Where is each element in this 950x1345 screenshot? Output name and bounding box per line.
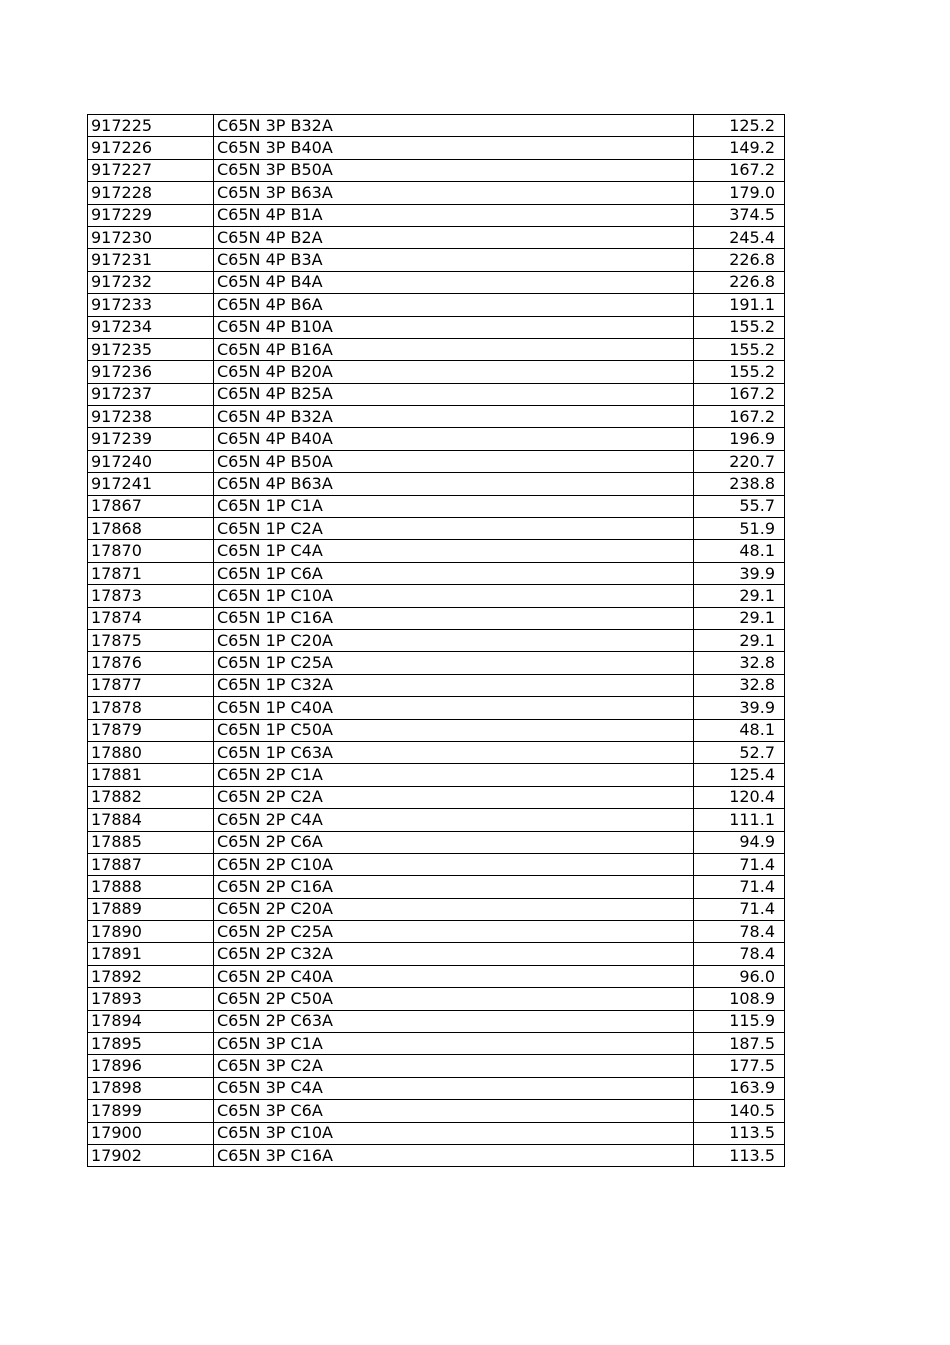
product-name-cell: C65N 1P C16A [214,607,694,629]
product-name-cell: C65N 4P B4A [214,271,694,293]
product-price-cell: 94.9 [694,831,785,853]
product-name-cell: C65N 4P B2A [214,226,694,248]
product-price-cell: 120.4 [694,786,785,808]
product-price-cell: 78.4 [694,943,785,965]
table-row [88,204,785,226]
price-table [87,114,785,1167]
product-code-cell: 17891 [88,943,214,965]
product-name-cell: C65N 2P C25A [214,921,694,943]
product-name-cell: C65N 1P C4A [214,540,694,562]
product-price-cell: 155.2 [694,361,785,383]
table-row [88,159,785,181]
product-code-cell: 917238 [88,406,214,428]
product-name-cell: C65N 3P C10A [214,1122,694,1144]
product-price-cell: 32.8 [694,674,785,696]
product-name-cell: C65N 2P C2A [214,786,694,808]
table-row [88,316,785,338]
table-row [88,629,785,651]
product-code-cell: 917234 [88,316,214,338]
product-price-cell: 187.5 [694,1033,785,1055]
product-name-cell: C65N 3P C6A [214,1100,694,1122]
product-code-cell: 17890 [88,921,214,943]
table-row [88,719,785,741]
table-row [88,226,785,248]
product-price-cell: 179.0 [694,182,785,204]
product-code-cell: 17878 [88,697,214,719]
product-price-cell: 113.5 [694,1144,785,1166]
product-code-cell: 17899 [88,1100,214,1122]
product-price-cell: 140.5 [694,1100,785,1122]
product-code-cell: 917236 [88,361,214,383]
product-price-cell: 71.4 [694,898,785,920]
product-name-cell: C65N 4P B16A [214,338,694,360]
product-price-cell: 177.5 [694,1055,785,1077]
product-name-cell: C65N 3P C2A [214,1055,694,1077]
product-name-cell: C65N 1P C50A [214,719,694,741]
product-price-cell: 78.4 [694,921,785,943]
table-row [88,562,785,584]
table-row [88,249,785,271]
table-row [88,1055,785,1077]
product-code-cell: 917226 [88,137,214,159]
product-code-cell: 917227 [88,159,214,181]
product-name-cell: C65N 2P C10A [214,853,694,875]
product-code-cell: 17884 [88,809,214,831]
table-row [88,406,785,428]
product-price-cell: 163.9 [694,1077,785,1099]
product-code-cell: 917231 [88,249,214,271]
product-price-cell: 155.2 [694,316,785,338]
price-table-body [88,115,785,1167]
table-row [88,271,785,293]
product-price-cell: 71.4 [694,853,785,875]
product-code-cell: 17868 [88,518,214,540]
table-row [88,428,785,450]
table-row [88,473,785,495]
table-row [88,495,785,517]
product-price-cell: 48.1 [694,719,785,741]
product-code-cell: 17888 [88,876,214,898]
product-code-cell: 17879 [88,719,214,741]
product-code-cell: 17867 [88,495,214,517]
table-row [88,115,785,137]
table-row [88,383,785,405]
product-price-cell: 108.9 [694,988,785,1010]
product-price-cell: 111.1 [694,809,785,831]
product-price-cell: 32.8 [694,652,785,674]
product-name-cell: C65N 2P C50A [214,988,694,1010]
table-row [88,540,785,562]
table-row [88,585,785,607]
product-name-cell: C65N 2P C4A [214,809,694,831]
product-code-cell: 17898 [88,1077,214,1099]
table-row [88,809,785,831]
table-row [88,898,785,920]
product-name-cell: C65N 4P B25A [214,383,694,405]
table-row [88,450,785,472]
product-price-cell: 167.2 [694,383,785,405]
product-code-cell: 17887 [88,853,214,875]
product-code-cell: 17877 [88,674,214,696]
product-code-cell: 17902 [88,1144,214,1166]
product-name-cell: C65N 2P C20A [214,898,694,920]
product-name-cell: C65N 1P C40A [214,697,694,719]
product-name-cell: C65N 4P B3A [214,249,694,271]
product-name-cell: C65N 4P B32A [214,406,694,428]
product-name-cell: C65N 3P B40A [214,137,694,159]
product-code-cell: 917229 [88,204,214,226]
product-price-cell: 113.5 [694,1122,785,1144]
product-name-cell: C65N 1P C63A [214,741,694,763]
product-price-cell: 149.2 [694,137,785,159]
table-row [88,965,785,987]
product-code-cell: 17895 [88,1033,214,1055]
product-code-cell: 917225 [88,115,214,137]
product-name-cell: C65N 1P C1A [214,495,694,517]
product-price-cell: 125.2 [694,115,785,137]
table-row [88,786,785,808]
product-price-cell: 167.2 [694,159,785,181]
product-name-cell: C65N 3P B50A [214,159,694,181]
product-code-cell: 917230 [88,226,214,248]
product-price-cell: 71.4 [694,876,785,898]
table-row [88,1010,785,1032]
product-price-cell: 39.9 [694,562,785,584]
table-row [88,1122,785,1144]
product-name-cell: C65N 1P C10A [214,585,694,607]
product-price-cell: 125.4 [694,764,785,786]
product-name-cell: C65N 1P C2A [214,518,694,540]
table-row [88,338,785,360]
product-name-cell: C65N 1P C32A [214,674,694,696]
product-code-cell: 17892 [88,965,214,987]
product-name-cell: C65N 1P C25A [214,652,694,674]
table-row [88,876,785,898]
product-price-cell: 115.9 [694,1010,785,1032]
product-price-cell: 55.7 [694,495,785,517]
product-name-cell: C65N 2P C1A [214,764,694,786]
product-price-cell: 48.1 [694,540,785,562]
product-code-cell: 917232 [88,271,214,293]
product-name-cell: C65N 3P B32A [214,115,694,137]
product-code-cell: 17889 [88,898,214,920]
product-name-cell: C65N 2P C16A [214,876,694,898]
table-row [88,988,785,1010]
product-name-cell: C65N 4P B50A [214,450,694,472]
product-name-cell: C65N 4P B20A [214,361,694,383]
product-code-cell: 17880 [88,741,214,763]
product-price-cell: 220.7 [694,450,785,472]
product-code-cell: 917233 [88,294,214,316]
product-code-cell: 17894 [88,1010,214,1032]
table-row [88,1033,785,1055]
product-price-cell: 29.1 [694,629,785,651]
product-price-cell: 226.8 [694,271,785,293]
product-code-cell: 17900 [88,1122,214,1144]
product-code-cell: 917239 [88,428,214,450]
product-code-cell: 17885 [88,831,214,853]
table-row [88,1100,785,1122]
product-price-cell: 374.5 [694,204,785,226]
product-code-cell: 17881 [88,764,214,786]
product-code-cell: 17882 [88,786,214,808]
table-row [88,182,785,204]
table-row [88,943,785,965]
table-row [88,697,785,719]
product-name-cell: C65N 4P B40A [214,428,694,450]
table-row [88,652,785,674]
product-code-cell: 17876 [88,652,214,674]
product-code-cell: 917240 [88,450,214,472]
product-name-cell: C65N 2P C6A [214,831,694,853]
table-row [88,674,785,696]
table-row [88,853,785,875]
product-price-cell: 39.9 [694,697,785,719]
product-code-cell: 17871 [88,562,214,584]
product-name-cell: C65N 3P C4A [214,1077,694,1099]
product-price-cell: 155.2 [694,338,785,360]
product-name-cell: C65N 4P B10A [214,316,694,338]
product-price-cell: 51.9 [694,518,785,540]
product-price-cell: 238.8 [694,473,785,495]
product-name-cell: C65N 1P C6A [214,562,694,584]
table-row [88,741,785,763]
product-name-cell: C65N 3P C16A [214,1144,694,1166]
product-price-cell: 167.2 [694,406,785,428]
product-code-cell: 917228 [88,182,214,204]
table-row [88,1077,785,1099]
table-row [88,137,785,159]
table-row [88,518,785,540]
product-code-cell: 917235 [88,338,214,360]
product-price-cell: 29.1 [694,607,785,629]
product-name-cell: C65N 2P C32A [214,943,694,965]
product-price-cell: 191.1 [694,294,785,316]
product-name-cell: C65N 3P B63A [214,182,694,204]
product-name-cell: C65N 4P B6A [214,294,694,316]
table-row [88,764,785,786]
product-code-cell: 17873 [88,585,214,607]
product-name-cell: C65N 2P C63A [214,1010,694,1032]
product-code-cell: 17896 [88,1055,214,1077]
product-code-cell: 917241 [88,473,214,495]
product-price-cell: 29.1 [694,585,785,607]
product-name-cell: C65N 3P C1A [214,1033,694,1055]
product-code-cell: 17875 [88,629,214,651]
product-price-cell: 196.9 [694,428,785,450]
product-price-cell: 226.8 [694,249,785,271]
product-price-cell: 52.7 [694,741,785,763]
table-row [88,831,785,853]
product-price-cell: 96.0 [694,965,785,987]
product-name-cell: C65N 2P C40A [214,965,694,987]
product-code-cell: 17874 [88,607,214,629]
product-name-cell: C65N 1P C20A [214,629,694,651]
product-name-cell: C65N 4P B63A [214,473,694,495]
product-code-cell: 17893 [88,988,214,1010]
product-name-cell: C65N 4P B1A [214,204,694,226]
product-code-cell: 917237 [88,383,214,405]
table-row [88,361,785,383]
table-row [88,607,785,629]
table-row [88,294,785,316]
table-row [88,921,785,943]
product-code-cell: 17870 [88,540,214,562]
table-row [88,1144,785,1166]
product-price-cell: 245.4 [694,226,785,248]
